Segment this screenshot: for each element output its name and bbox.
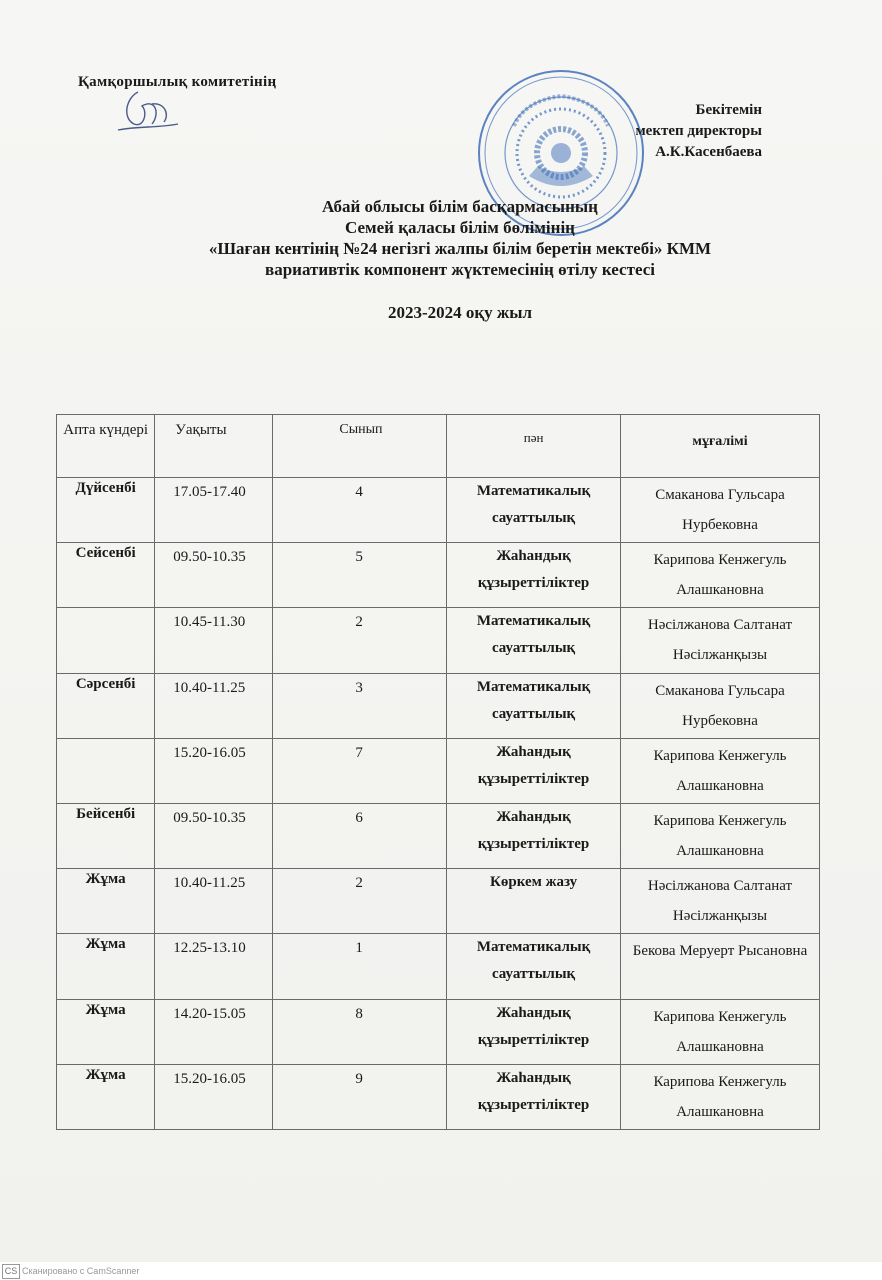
cell-class xyxy=(273,1064,447,1129)
cell-class xyxy=(273,478,447,543)
camscanner-logo-icon: CS xyxy=(2,1264,20,1279)
cell-subject xyxy=(447,999,621,1064)
director-name: А.К.Касенбаева xyxy=(655,144,762,160)
cell-teacher xyxy=(621,934,820,999)
table-row xyxy=(57,1064,820,1129)
header-day: Апта күндері xyxy=(57,415,155,478)
cell-class-text: 3 xyxy=(355,679,363,696)
cell-time xyxy=(155,999,273,1064)
cell-time-text: 10.40-11.25 xyxy=(173,679,246,696)
cell-class xyxy=(273,999,447,1064)
cell-subject-text: Көркем жазу xyxy=(489,874,578,891)
cell-teacher-text: Карипова Кенжегуль Алашкановна xyxy=(653,747,787,794)
cell-teacher-text: Смаканова Гульсара Нурбековна xyxy=(655,682,785,729)
cell-class xyxy=(273,869,447,934)
cell-day-text: Жұма xyxy=(85,936,126,953)
cell-class-text: 2 xyxy=(355,875,363,892)
cell-subject-text: Жаһандық құзыреттіліктер xyxy=(477,743,590,787)
cell-day xyxy=(57,999,155,1064)
cell-teacher xyxy=(621,869,820,934)
cell-subject-text: Математикалық сауаттылық xyxy=(476,678,591,722)
cell-time-text: 10.45-11.30 xyxy=(173,614,246,631)
cell-subject xyxy=(447,608,621,673)
cell-teacher-text: Карипова Кенжегуль Алашкановна xyxy=(653,552,787,599)
cell-time xyxy=(155,803,273,868)
cell-class-text: 2 xyxy=(355,614,363,631)
table-body xyxy=(57,478,820,1130)
cell-subject xyxy=(447,803,621,868)
cell-class xyxy=(273,934,447,999)
table-row xyxy=(57,999,820,1064)
title-line-1: Абай облысы білім басқармасының xyxy=(322,197,598,216)
cell-teacher-text: Нәсілжанова Салтанат Нәсілжанқызы xyxy=(647,617,793,664)
cell-time xyxy=(155,478,273,543)
cell-subject-text: Жаһандық құзыреттіліктер xyxy=(477,1004,590,1048)
cell-day xyxy=(57,738,155,803)
cell-teacher-text: Смаканова Гульсара Нурбековна xyxy=(655,487,785,533)
table-row xyxy=(57,869,820,934)
academic-year: 2023-2024 оқу жыл xyxy=(387,303,533,322)
cell-teacher xyxy=(621,738,820,803)
cell-time-text: 12.25-13.10 xyxy=(173,940,246,957)
cell-teacher-text: Карипова Кенжегуль Алашкановна xyxy=(653,812,787,859)
table-row xyxy=(57,543,820,608)
cell-subject xyxy=(447,1064,621,1129)
cell-day xyxy=(57,869,155,934)
cell-time xyxy=(155,869,273,934)
cell-day-text: Жұма xyxy=(85,1001,126,1018)
header-subject: пән xyxy=(447,415,621,478)
cell-teacher xyxy=(621,999,820,1064)
cell-time xyxy=(155,543,273,608)
cell-time xyxy=(155,608,273,673)
header-class: Сынып xyxy=(273,415,447,478)
header-teacher: мұғалімі xyxy=(621,415,820,478)
cell-time xyxy=(155,738,273,803)
cell-time-text: 09.50-10.35 xyxy=(173,549,246,566)
cell-day-text: Бейсенбі xyxy=(76,805,136,822)
cell-time-text: 15.20-16.05 xyxy=(173,744,246,761)
cell-class xyxy=(273,608,447,673)
cell-day-text: Жұма xyxy=(85,871,126,888)
cell-class-text: 5 xyxy=(355,549,363,566)
committee-heading: Қамқоршылық комитетінің xyxy=(78,74,277,90)
cell-day-text xyxy=(57,739,154,741)
table-row xyxy=(57,934,820,999)
scanner-footer xyxy=(0,1262,882,1280)
approval-block xyxy=(635,100,762,163)
cell-class xyxy=(273,738,447,803)
cell-teacher-text: Бекова Меруерт Рысановна xyxy=(632,943,808,960)
cell-subject-text: Математикалық сауаттылық xyxy=(476,483,591,526)
title-line-4: вариативтік компонент жүктемесінің өтілу кестесі xyxy=(265,260,655,279)
table-header-row xyxy=(57,415,820,478)
cell-time xyxy=(155,934,273,999)
cell-subject-text: Жаһандық құзыреттіліктер xyxy=(477,548,590,592)
cell-teacher xyxy=(621,608,820,673)
cell-teacher xyxy=(621,1064,820,1129)
cell-time-text: 15.20-16.05 xyxy=(173,1070,246,1087)
cell-class-text: 7 xyxy=(355,744,363,761)
cell-subject xyxy=(447,673,621,738)
title-line-2: Семей қаласы білім бөлімінің xyxy=(345,218,575,237)
cell-time-text: 17.05-17.40 xyxy=(173,484,246,500)
cell-class-text: 6 xyxy=(355,809,363,826)
cell-day-text: Сәрсенбі xyxy=(75,675,136,692)
cell-subject xyxy=(447,738,621,803)
cell-teacher-text: Карипова Кенжегуль Алашкановна xyxy=(653,1073,787,1120)
cell-time-text: 09.50-10.35 xyxy=(173,809,246,826)
cell-day xyxy=(57,803,155,868)
title-line-3: «Шаған кентінің №24 негізгі жалпы білім беретін мектебі» КММ xyxy=(208,239,712,258)
cell-day-text: Дүйсенбі xyxy=(75,480,136,496)
cell-subject xyxy=(447,543,621,608)
cell-teacher xyxy=(621,673,820,738)
signature xyxy=(108,84,188,134)
cell-time-text: 14.20-15.05 xyxy=(173,1005,246,1022)
cell-class xyxy=(273,543,447,608)
cell-class xyxy=(273,673,447,738)
cell-time-text: 10.40-11.25 xyxy=(173,875,246,892)
cell-teacher xyxy=(621,543,820,608)
cell-teacher xyxy=(621,803,820,868)
cell-subject-text: Математикалық сауаттылық xyxy=(476,939,591,983)
table-row xyxy=(57,803,820,868)
approve-word: Бекітемін xyxy=(695,102,762,118)
cell-day xyxy=(57,1064,155,1129)
cell-teacher-text: Карипова Кенжегуль Алашкановна xyxy=(653,1008,787,1055)
cell-subject xyxy=(447,478,621,543)
table-row xyxy=(57,738,820,803)
cell-teacher xyxy=(621,478,820,543)
cell-time xyxy=(155,1064,273,1129)
cell-subject-text: Жаһандық құзыреттіліктер xyxy=(477,808,590,852)
cell-time xyxy=(155,673,273,738)
cell-subject-text: Математикалық сауаттылық xyxy=(476,613,591,657)
cell-day xyxy=(57,673,155,738)
director-title: мектеп директоры xyxy=(635,123,762,139)
cell-day-text: Сейсенбі xyxy=(75,545,136,562)
table-row xyxy=(57,478,820,543)
cell-class-text: 4 xyxy=(355,484,363,500)
cell-day xyxy=(57,608,155,673)
cell-subject-text: Жаһандық құзыреттіліктер xyxy=(477,1069,590,1113)
table-row xyxy=(57,673,820,738)
cell-subject xyxy=(447,869,621,934)
cell-day xyxy=(57,934,155,999)
document-title xyxy=(120,196,800,323)
scanner-text: Сканировано с CamScanner xyxy=(22,1266,140,1276)
cell-class-text: 1 xyxy=(355,940,363,957)
cell-day xyxy=(57,543,155,608)
cell-class-text: 9 xyxy=(355,1070,363,1087)
cell-day-text xyxy=(57,608,154,610)
cell-class-text: 8 xyxy=(355,1005,363,1022)
cell-day-text: Жұма xyxy=(85,1066,126,1083)
cell-teacher-text: Нәсілжанова Салтанат Нәсілжанқызы xyxy=(647,878,793,925)
header-time: Уақыты xyxy=(155,415,273,478)
cell-subject xyxy=(447,934,621,999)
table-row xyxy=(57,608,820,673)
schedule-table xyxy=(56,414,820,1130)
cell-class xyxy=(273,803,447,868)
cell-day xyxy=(57,478,155,543)
